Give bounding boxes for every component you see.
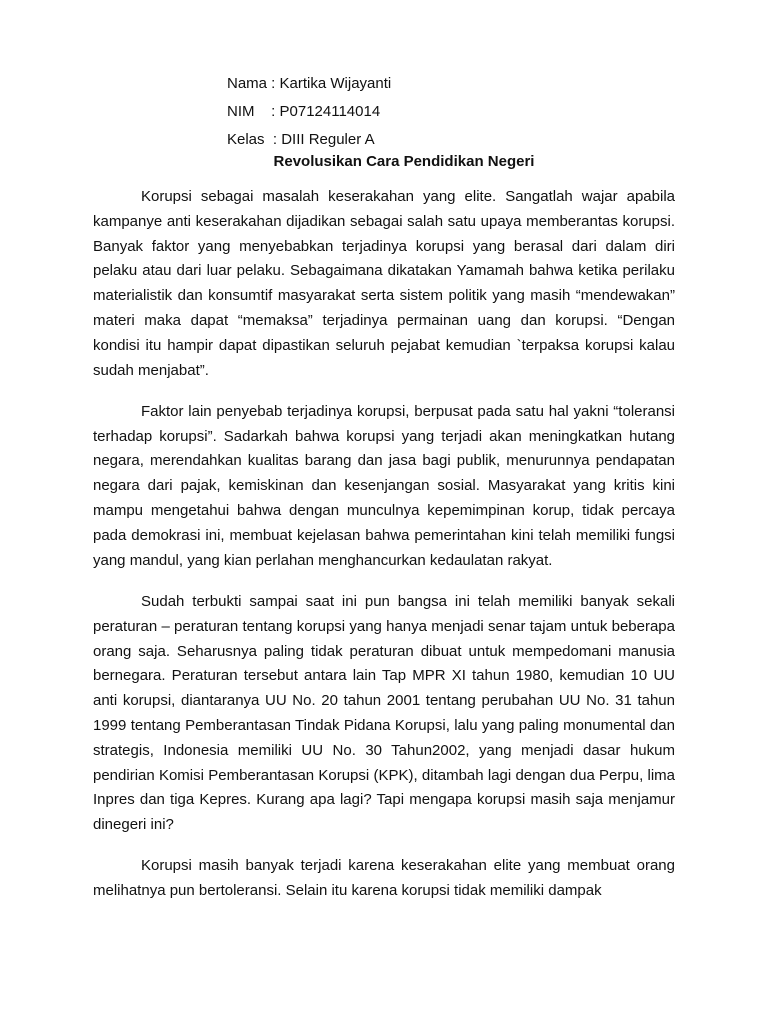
kelas-line: Kelas : DIII Reguler A bbox=[227, 131, 375, 148]
name-line: Nama : Kartika Wijayanti bbox=[227, 75, 392, 92]
paragraph-3: Sudah terbukti sampai saat ini pun bangsa ini telah memiliki banyak sekali peraturan – peraturan tentang korupsi yang hanya menjadi senar tajam untuk beberapa orang saja. Seharusnya paling tidak peraturan dibuat untuk mempedomani manusia bernegara. Peraturan tersebut antara lain Tap MPR XI tahun 1980, kemudian 10 UU anti korupsi, diantaranya UU No. 20 tahun 2001 tentang perubahan UU No. 31 tahun 1999 tentang Pemberantasan Tindak Pidana Korupsi, lalu yang paling monumental dan strategis, Indonesia memiliki UU No. 30 Tahun2002, yang menjadi dasar hukum pendirian Komisi Pemberantasan Korupsi (KPK), ditambah lagi dengan dua Perpu, lima Inpres dan tiga Kepres. Kurang apa lagi? Tapi mengapa korupsi masih saja menjamur dinegeri ini? bbox=[93, 592, 675, 834]
document-body bbox=[93, 185, 675, 904]
nim-line: NIM : P07124114014 bbox=[227, 103, 381, 120]
paragraph-4: Korupsi masih banyak terjadi karena keserakahan elite yang membuat orang melihatnya pun bertoleransi. Selain itu karena korupsi tidak memiliki dampak bbox=[93, 857, 675, 900]
paragraph-2: Faktor lain penyebab terjadinya korupsi, berpusat pada satu hal yakni “toleransi terhadap korupsi”. Sadarkah bahwa korupsi yang terjadi akan meningkatkan hutang negara, merendahkan kualitas barang dan jasa bagi publik, menurunnya pendapatan negara dari pajak, kemiskinan dan kesenjangan sosial. Masyarakat yang kritis kini mampu mengetahui bahwa dengan munculnya kepemimpinan korup, tidak percaya pada demokrasi ini, membuat kejelasan bahwa pemerintahan kini telah memiliki fungsi yang mandul, yang kian perlahan menghancurkan kedaulatan rakyat. bbox=[93, 402, 675, 569]
paragraph-1: Korupsi sebagai masalah keserakahan yang elite. Sangatlah wajar apabila kampanye anti keserakahan dijadikan sebagai salah satu upaya memberantas korupsi. Banyak faktor yang menyebabkan terjadinya korupsi yang berasal dari dalam diri pelaku atau dari luar pelaku. Sebagaimana dikatakan Yamamah bahwa ketika perilaku materialistik dan konsumtif masyarakat serta sistem politik yang masih “mendewakan” materi maka dapat “memaksa” terjadinya permainan uang dan korupsi. “Dengan kondisi itu hampir dapat dipastikan seluruh pejabat kemudian `terpaksa korupsi kalau sudah menjabat”. bbox=[93, 188, 675, 379]
student-info bbox=[227, 70, 391, 154]
document-title: Revolusikan Cara Pendidikan Negeri bbox=[273, 153, 535, 170]
